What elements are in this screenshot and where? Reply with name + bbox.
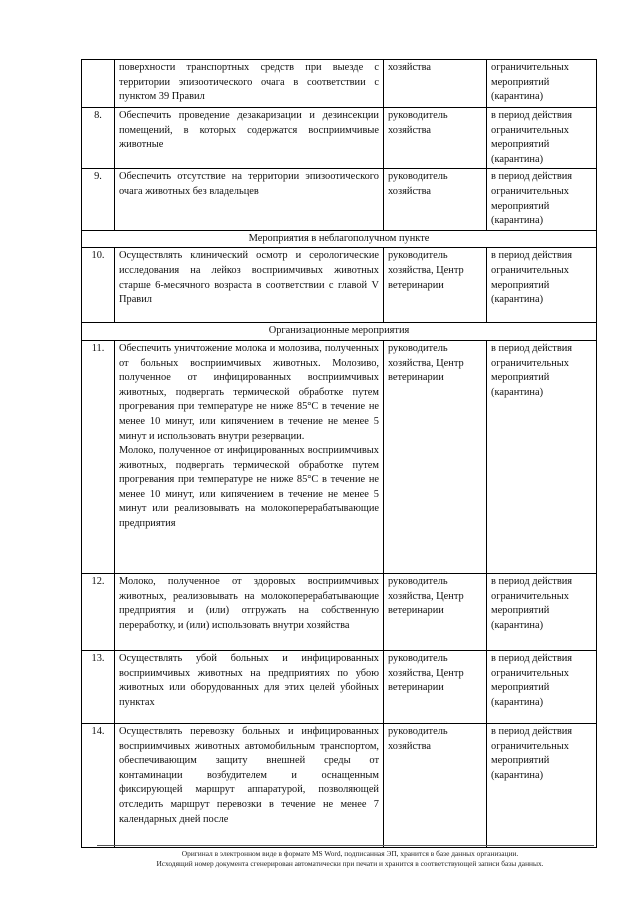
table-row xyxy=(82,573,597,650)
document-page xyxy=(81,59,596,848)
footer-divider xyxy=(97,845,594,846)
responsible-party: руководитель хозяйства, Центр ветеринарии xyxy=(384,340,487,573)
section-header-row xyxy=(82,323,597,341)
item-number: 11. xyxy=(82,340,115,573)
execution-term: ограничительных мероприятий (карантина) xyxy=(487,60,597,108)
table-row xyxy=(82,108,597,169)
measures-table-body xyxy=(82,60,597,848)
measure-description xyxy=(115,723,384,847)
measure-description xyxy=(115,60,384,108)
measure-description xyxy=(115,248,384,323)
measure-paragraph: Молоко, полученное от инфицированных восприимчивых животных, подвергать термической обработке путем прогревания при температуре не ниже 85°С в течение не менее 10 минут, или кипячением в течение не менее 5 минут или реализовывать на молокоперерабатывающие предприятия xyxy=(119,445,379,530)
section-title: Организационные мероприятия xyxy=(82,323,597,341)
measures-table xyxy=(81,59,597,848)
measure-paragraph: Осуществлять клинический осмотр и серологические исследования на лейкоз восприимчивых животных старше 6-месячного возраста в соответствии с главой V Правил xyxy=(119,250,379,306)
execution-term: в период действия ограничительных мероприятий (карантина) xyxy=(487,108,597,169)
responsible-party: руководитель хозяйства xyxy=(384,723,487,847)
table-row xyxy=(82,723,597,847)
measure-description xyxy=(115,108,384,169)
responsible-party: руководитель хозяйства, Центр ветеринарии xyxy=(384,248,487,323)
footer-line-original: Оригинал в электронном виде в формате MS Word, подписанная ЭП, хранится в базе данных организации. xyxy=(181,849,519,858)
responsible-party: руководитель хозяйства, Центр ветеринарии xyxy=(384,650,487,723)
responsible-party: руководитель хозяйства, Центр ветеринарии xyxy=(384,573,487,650)
item-number: 13. xyxy=(82,650,115,723)
responsible-party: руководитель хозяйства xyxy=(384,169,487,230)
execution-term: в период действия ограничительных мероприятий (карантина) xyxy=(487,573,597,650)
measure-paragraph: Осуществлять убой больных и инфицированных восприимчивых животных на предприятиях по убою животных или оборудованных для этих целей убойных пунктах xyxy=(119,652,379,708)
table-row xyxy=(82,248,597,323)
responsible-party: руководитель хозяйства xyxy=(384,108,487,169)
measure-description xyxy=(115,573,384,650)
execution-term: в период действия ограничительных мероприятий (карантина) xyxy=(487,169,597,230)
execution-term: в период действия ограничительных мероприятий (карантина) xyxy=(487,723,597,847)
item-number: 12. xyxy=(82,573,115,650)
measure-description xyxy=(115,169,384,230)
table-row xyxy=(82,340,597,573)
item-number: 8. xyxy=(82,108,115,169)
execution-term: в период действия ограничительных мероприятий (карантина) xyxy=(487,248,597,323)
table-row xyxy=(82,650,597,723)
measure-paragraph: поверхности транспортных средств при выезде с территории эпизоотического очага в соответствии с пунктом 39 Правил xyxy=(119,62,379,103)
table-row xyxy=(82,169,597,230)
execution-term: в период действия ограничительных мероприятий (карантина) xyxy=(487,650,597,723)
measure-description xyxy=(115,650,384,723)
measure-paragraph: Молоко, полученное от здоровых восприимчивых животных, реализовывать на молокоперерабатывающие предприятия и (или) отгружать на собственную переработку, и (или) использовать внутри хозяйства xyxy=(119,575,379,631)
measure-paragraph: Осуществлять перевозку больных и инфицированных восприимчивых животных автомобильным транспортом, обеспечивающим защиту внешней среды от контаминации возбудителем и оснащенным фиксирующей маршрут аппаратурой, позволяющей отследить маршрут перевозки в течение не менее 7 календарных дней после xyxy=(119,725,379,825)
item-number: 14. xyxy=(82,723,115,847)
document-footer xyxy=(60,849,640,869)
responsible-party: хозяйства xyxy=(384,60,487,108)
measure-paragraph: Обеспечить проведение дезакаризации и дезинсекции помещений, в которых содержатся восприимчивые животные xyxy=(119,110,379,151)
measure-description xyxy=(115,340,384,573)
measure-paragraph: Обеспечить уничтожение молока и молозива, полученных от больных восприимчивых животных. Молозиво, полученное от инфицированных восприимчивых животных, подвергать термической обработке путем прогревания при температуре не ниже 85°С в течение не менее 10 минут, или кипячением в течение не менее 5 минут и использовать внутри резервации. xyxy=(119,342,379,442)
section-header-row xyxy=(82,230,597,248)
measure-paragraph: Обеспечить отсутствие на территории эпизоотического очага животных без владельцев xyxy=(119,171,379,197)
table-row xyxy=(82,60,597,108)
footer-line-number: Исходящий номер документа сгенерирован автоматически при печати и хранится в соответствующей записи базы данных. xyxy=(156,859,544,868)
section-title: Мероприятия в неблагополучном пункте xyxy=(82,230,597,248)
item-number: 9. xyxy=(82,169,115,230)
item-number xyxy=(82,60,115,108)
execution-term: в период действия ограничительных мероприятий (карантина) xyxy=(487,340,597,573)
item-number: 10. xyxy=(82,248,115,323)
